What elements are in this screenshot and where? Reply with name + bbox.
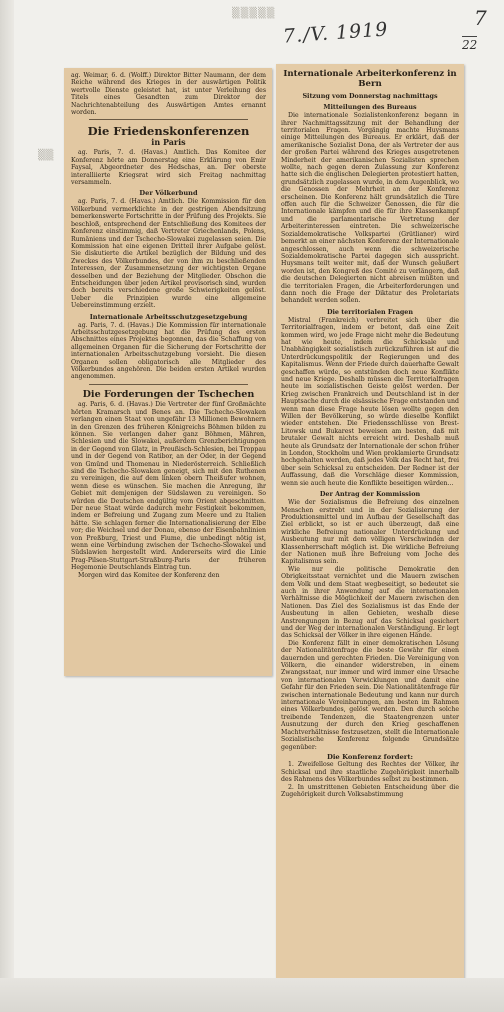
page-edge <box>0 0 14 1012</box>
handwritten-page: 22 <box>462 38 478 52</box>
paragraph: Wie der Sozialismus die Befreiung des einzelnen Menschen erstrebt und in der Sozialisierung der Produktionsmittel und im Aufbau der Gesellschaft das Ziel erblickt, so ist er auch überzeugt, daß eine wirkliche Befreiung nationaler Unterdrückung und Ausbeutung nur mit dem völligen Verschwinden der Klassenherrschaft möglich ist. Die wirkliche Befreiung der Nationen muß ihre Befreiung vom Joche des Kapitalismus sein. <box>281 499 459 566</box>
headline-arbeiterkonferenz: Internationale Arbeiterkonferenz in Bern <box>283 69 457 89</box>
headline-tschechen: Die Forderungen der Tschechen <box>82 388 255 400</box>
paragraph: Wie nur die politische Demokratie den Obrigkeitsstaat vernichtet und die Mauern zwischen dem Volk und dem Staat wegbeseitigt, so bedeutet sie auch in ihrer Anwendung auf die internationalen Verhältnisse die Möglichkeit der Mauern zwischen den Nationen. Das Ziel des Sozialismus ist das Ende der Ausbeutung in allen Gebieten, weshalb diese Anstrengungen in Bezug auf das Schicksal gesichert und der Weg der internationalen Verständigung. Er legt das Schicksal der Völker in ihre eigenen Hände. <box>281 565 459 640</box>
divider <box>89 119 248 120</box>
divider <box>89 384 248 385</box>
headline-friedenskonferenzen: Die Friedenskonferenzen <box>87 124 250 139</box>
demand-heading: Die Konferenz fordert: <box>326 752 414 761</box>
paragraph: Die internationale Sozialistenkonferenz begann in ihrer Nachmittagssitzung mit der Behandlung der territorialen Fragen. Vorgängig machte Huysmans einige Mitteilungen des Bureaus. Er erklärt, daß der amerikanische Sozialist Dona, der als Vertreter der aus der großen Partei während des Krieges ausgetretenen Minderheit der amerikanischen Sozialisten sprechen wollte, nach gegen deren Zulassung zur Konferenz hatte sich die englischen Delegierten protestiert hatten, grundsätzlich zugelassen wurde, in dem Augenblick, wo die Genossen der Mehrheit an der Konferenz erscheinen. Die Konferenz hält grundsätzlich die Türe offen auch für die Schweizer Genossen, die für die Internationale kämpfen und die für ihre Klassenkampf und die parlamentarische Vertretung der Arbeiterinteressen eintreten. Die schweizerische Sozialdemokratische Volkspartei (Grütlianer) wird bemerkt an einer nächsten Konferenz der Internationale angeschlossen, auch wenn die schweizerische Sozialdemokratische Partei dagegen sich ausspricht. Huysmans teilt weiter mit, daß der Wunsch geäußert worden ist, den Kongreß des Comité zu verlängern, daß die deutschen Delegierten nicht abreisen müßten und die territorialen Fragen, die Arbeiterforderungen und dann noch die Frage der Diktatur des Proletariats behandelt werden sollen. <box>281 112 459 305</box>
page-bottom-edge <box>0 978 504 1012</box>
subheading-arbeitsschutz: Internationale Arbeitsschutzgesetzgebung <box>89 312 248 321</box>
subheading-territorial: Die territorialen Fragen <box>326 307 414 316</box>
paragraph: ag. Paris, 7. d. (Havas.) Die Kommission für internationale Arbeitsschutzgesetzgebung hat die Prüfung des ersten Abschnittes eines Projektes begonnen, das die Schaffung von allgemeinen Organen für die Sicherung der Fortschritte der internationalen Arbeitsschutzgebung vorsieht. Die diesen Organen sollen obligatorisch alle Mitglieder des Völkerbundes angehören. Die beiden ersten Artikel wurden angenommen. <box>71 321 266 381</box>
intro-paragraph: ag. Weimar, 6. d. (Wolff.) Direktor Bitter Naumann, der dem Reiche während des Krieges in der auswärtigen Politik wertvolle Dienste geleistet hat, ist unter Verleihung des Titels eines Gesandten zum Direktor der Nachrichtenabteilung des Auswärtigen Amtes ernannt worden. <box>71 72 266 117</box>
faded-stamp: ▒▒▒▒▒ <box>232 8 276 19</box>
subheading-voelkerbund: Der Völkerbund <box>139 189 198 198</box>
newspaper-clipping-left <box>64 68 272 676</box>
paragraph: Die Konferenz fällt in einer demokratischen Lösung der Nationalitätenfrage die beste Gewähr für einen dauernden und gerechten Frieden. Die Vereinigung von Völkern, die einander widerstreben, in einem Zwangsstaat, nur immer und wird immer eine Ursache von internationalen Verwicklungen und damit eine Gefahr für den Frieden sein. Die Nationalitätenfrage für zwischen internationale Bedeutung und kann nur durch internationale Vereinbarungen, am besten im Rahmen eines Völkerbundes, gelöst werden. Den durch solche treibende Tendenzen, die Staatengrenzen unter Ausnutzung der durch den Krieg geschaffenen Machtverhältnisse festzusetzen, stellt die Internationale Sozialistische Konferenz folgende Grundsätze gegenüber: <box>281 639 459 751</box>
paragraph: Morgen wird das Komitee der Konferenz den <box>78 571 220 579</box>
demand-item: 1. Zweifellose Geltung des Rechtes der Völker, ihr Schicksal und ihre staatliche Zugehörigkeit innerhalb des Rahmens des Völkerbundes selbst zu bestimmen. <box>281 761 459 784</box>
subheading-antrag: Der Antrag der Kommission <box>319 490 421 499</box>
subheading-sitzung: Sitzung vom Donnerstag nachmittags <box>302 92 438 101</box>
paragraph: ag. Paris, 7. d. (Havas.) Amtlich. Das Komitee der Konferenz hörte am Donnerstag eine Erklärung von Emir Faysal, Abgeordneter des Hedschas, an. Der oberste interalliierte Kriegsrat wird sich Freitag nachmittag versammeln. <box>71 149 266 187</box>
subheading-mitteilungen: Mitteilungen des Bureaus <box>323 103 417 112</box>
margin-mark: ▒▒ <box>38 150 54 161</box>
paragraph: ag. Paris, 6. d. (Havas.) Die Vertreter der fünf Großmächte hörten Kramarsch und Benes an. Die Tschecho-Slowaken verlangen einen Staat von ungefähr 13 Millionen Bewohnern in den Grenzen des früheren Königreichs Böhmen bilden zu können. Sie verlangen daher ganz Böhmen, Mähren, Schlesien und die Slowakei, außerdem Grenzberichtigungen in der Gegend von Glatz, in Preußisch-Schlesien, bei Troppau und in der Gegend von Ratibor, an der Oder, in der Gegend von Gmünd und Thomenau in Niederösterreich. Schließlich sind die Tschecho-Slowaken geneigt, sich mit den Ruthenen zu vereinigen, die auf dem linken obern Theißufer wohnen, wenn diese es wünschen. Sie machen die Anregung, ihr Gebiet mit demjenigen der Südslawen zu vereinigen. So würden die Deutschen endgültig vom Orient abgeschnitten. Der neue Staat würde dadurch mehr Festigkeit bekommen, indem er Befreiung und Zugang zum Meere und zu Italien hätte. Sie schlagen ferner die Internationalisierung der Elbe vor; die Weichsel und der Donau, ebenso der Eisenbahnlinien von Preßburg, Triest und Fiume, die unbedingt nötig ist, wenn eine Verbindung zwischen der Tschecho-Slowakei und Südslawien hergestellt wird. Andererseits wird die Linie Prag-Pilsen-Stuttgart-Straßburg-Paris der früheren Hegemonie Deutschlands Eintrag tun. <box>71 401 266 572</box>
paragraph: Mistral (Frankreich) verbreitet sich über die Territorialfragen, indem er betont, daß eine Zeit kommen wird, wo jede Frage nicht mehr die Bedeutung hat wie heute, indem die Schicksale und Unabhängigkeit sozialistisch zurückzuführen ist auf die Unterdrückungspolitik der Regierungen und des Kapitalismus. Wenn der Friede durch dauerhafte Gewalt geschaffen würde, so entstünden doch neue Konflikte und neue Kriege. Deshalb müssen die Territorialfragen heute im sozialistischen Geiste gelöst werden. Der Krieg zwischen Frankreich und Deutschland ist in der Hauptsache durch die elsässische Frage entstanden und wenn man diese Frage heute lösen wollte gegen den Willen der Bevölkerung, so würde dieselbe Konflikt wieder entstehen. Die Friedensschlüsse von Brest-Litowsk und Bukarest beweisen am besten, daß mit brutaler Gewalt nichts erreicht wird. Deshalb muß heute als Grundsatz der Internationale der schon früher in London, Stockholm und Wien proklamierte Grundsatz hochgehalten werden, daß jedes Volk das Recht hat, frei über sein Schicksal zu entscheiden. Der Redner ist der Auffassung, daß die Vorschläge dieser Kommission, wenn sie auch heute die Konflikte beseitigen würden... <box>281 316 459 487</box>
handwritten-number: 7 <box>474 6 487 30</box>
demand-item: 2. In umstrittenen Gebieten Entscheidung über die Zugehörigkeit durch Volksabstimmung <box>281 783 459 798</box>
newspaper-clipping-right <box>276 64 464 1000</box>
paragraph: ag. Paris, 7. d. (Havas.) Amtlich. Die Kommission für den Völkerbund vermerklichte in der gestrigen Abendsitzung bemerkenswerte Fortschritte in der Prüfung des Projekts. Sie beschloß, entsprechend der Entschließung des Komitees der Konferenz einstimmig, daß Vertreter Griechenlands, Polens, Rumäniens und der Tschecho-Slowakei zugelassen seien. Die Kommission hat eine eigenen Dritteil ihrer Aufgabe gelöst. Sie diskutierte die Artikel bezüglich der Bildung und des Zweckes des Völkerbundes, der von ihm zu beschließenden Interessen, der Zusammensetzung der wichtigsten Organe desselben und der Beziehung der Mitglieder. Obschon die Entscheidungen über jeden Artikel provisorisch sind, wurden doch bereits verschiedene große Schwierigkeiten gelöst. Ueber die Prinzipien wurde eine allgemeine Uebereinstimmung erzielt. <box>71 198 266 310</box>
subheadline-paris: in Paris <box>151 137 186 148</box>
handwritten-date: 7./V. 1919 <box>282 18 390 48</box>
